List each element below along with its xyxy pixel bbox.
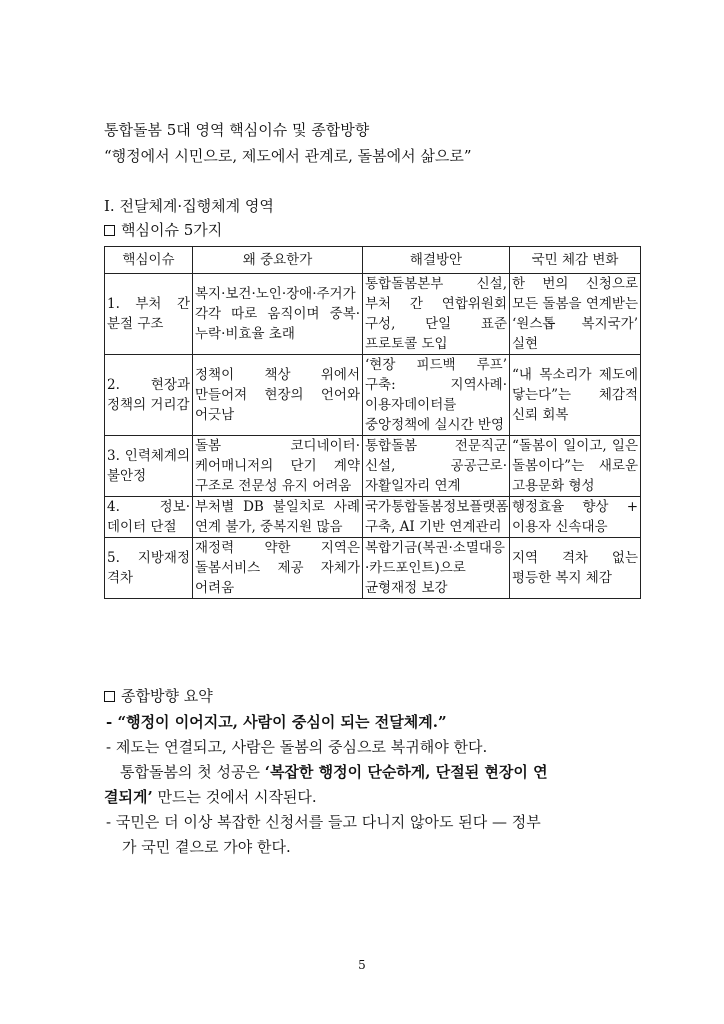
cell-change: “내 목소리가 제도에 닿는다”는 체감적 신뢰 회복 (510, 355, 641, 436)
summary-line-2: - 제도는 연결되고, 사람은 돌봄의 중심으로 복귀해야 한다. (106, 738, 488, 756)
summary-line-6: 가 국민 곁으로 가야 한다. (122, 838, 291, 856)
page-number: 5 (358, 958, 366, 972)
column-header-why: 왜 중요한가 (193, 247, 363, 274)
summary-line-3 (120, 762, 548, 782)
cell-change: 행정효율 향상 + 이용자 신속대응 (510, 497, 641, 538)
column-header-issue: 핵심이슈 (105, 247, 193, 274)
checkbox-square-icon (104, 225, 115, 236)
cell-change: “돌봄이 일이고, 일은 돌봄이다”는 새로운 고용문화 형성 (510, 436, 641, 497)
column-header-change: 국민 체감 변화 (510, 247, 641, 274)
cell-issue: 2. 현장과 정책의 거리감 (105, 355, 193, 436)
cell-issue: 4. 정보·데이터 단절 (105, 497, 193, 538)
table-row (105, 497, 641, 538)
summary-heading (104, 686, 213, 706)
cell-solution: 국가통합돌봄정보플랫폼 구축, AI 기반 연계관리 (363, 497, 510, 538)
cell-solution: 통합돌봄 전문직군 신설, 공공근로·자활일자리 연계 (363, 436, 510, 497)
table-row (105, 538, 641, 599)
document-title: 통합돌봄 5대 영역 핵심이슈 및 종합방향 (104, 121, 370, 139)
table-row (105, 355, 641, 436)
cell-issue: 5. 지방재정 격차 (105, 538, 193, 599)
summary-line-4-text: 만드는 것에서 시작된다. (152, 788, 317, 806)
cell-issue: 3. 인력체계의 불안정 (105, 436, 193, 497)
cell-solution: 통합돌봄본부 신설, 부처 간 연합위원회 구성, 단일 표준 프로토콜 도입 (363, 274, 510, 355)
summary-line-1: - “행정이 이어지고, 사람이 중심이 되는 전달체계.” (106, 713, 447, 731)
summary-line-3-emphasis: ‘복잡한 행정이 단순하게, 단절된 현장이 연 (264, 763, 548, 781)
cell-why: 정책이 책상 위에서 만들어져 현장의 언어와 어긋남 (193, 355, 363, 436)
summary-line-3-text: 통합돌봄의 첫 성공은 (120, 763, 265, 781)
cell-solution: ‘현장 피드백 루프’ 구축: 지역사례·이용자데이터를 중앙정책에 실시간 반영 (363, 355, 510, 436)
cell-solution: 복합기금(복권·소멸대응·카드포인트)으로 균형재정 보강 (363, 538, 510, 599)
document-subtitle: “행정에서 시민으로, 제도에서 관계로, 돌봄에서 삶으로” (104, 147, 472, 165)
checkbox-square-icon (104, 691, 115, 702)
issues-table (104, 246, 641, 599)
cell-why: 돌봄 코디네이터·케어매니저의 단기 계약 구조로 전문성 유지 어려움 (193, 436, 363, 497)
cell-change: 한 번의 신청으로 모든 돌봄을 연계받는 ‘원스톱 복지국가’ 실현 (510, 274, 641, 355)
summary-heading-label: 종합방향 요약 (121, 687, 213, 705)
summary-line-5: - 국민은 더 이상 복잡한 신청서를 들고 다니지 않아도 된다 — 정부 (106, 813, 541, 831)
cell-issue: 1. 부처 간 분절 구조 (105, 274, 193, 355)
cell-change: 지역 격차 없는 평등한 복지 체감 (510, 538, 641, 599)
cell-why: 복지·보건·노인·장애·주거가 각각 따로 움직이며 중복·누락·비효율 초래 (193, 274, 363, 355)
cell-why: 부처별 DB 불일치로 사례 연계 불가, 중복지원 많음 (193, 497, 363, 538)
table-header-row (105, 247, 641, 274)
table-row (105, 274, 641, 355)
summary-line-4-emphasis: 결되게’ (104, 788, 153, 806)
table-row (105, 436, 641, 497)
summary-line-4 (104, 787, 317, 807)
column-header-solution: 해결방안 (363, 247, 510, 274)
issues-subheading (104, 220, 222, 240)
issues-subheading-label: 핵심이슈 5가지 (121, 221, 223, 239)
cell-why: 재정력 약한 지역은 돌봄서비스 제공 자체가 어려움 (193, 538, 363, 599)
section-heading: Ⅰ. 전달체계·집행체계 영역 (104, 197, 274, 215)
